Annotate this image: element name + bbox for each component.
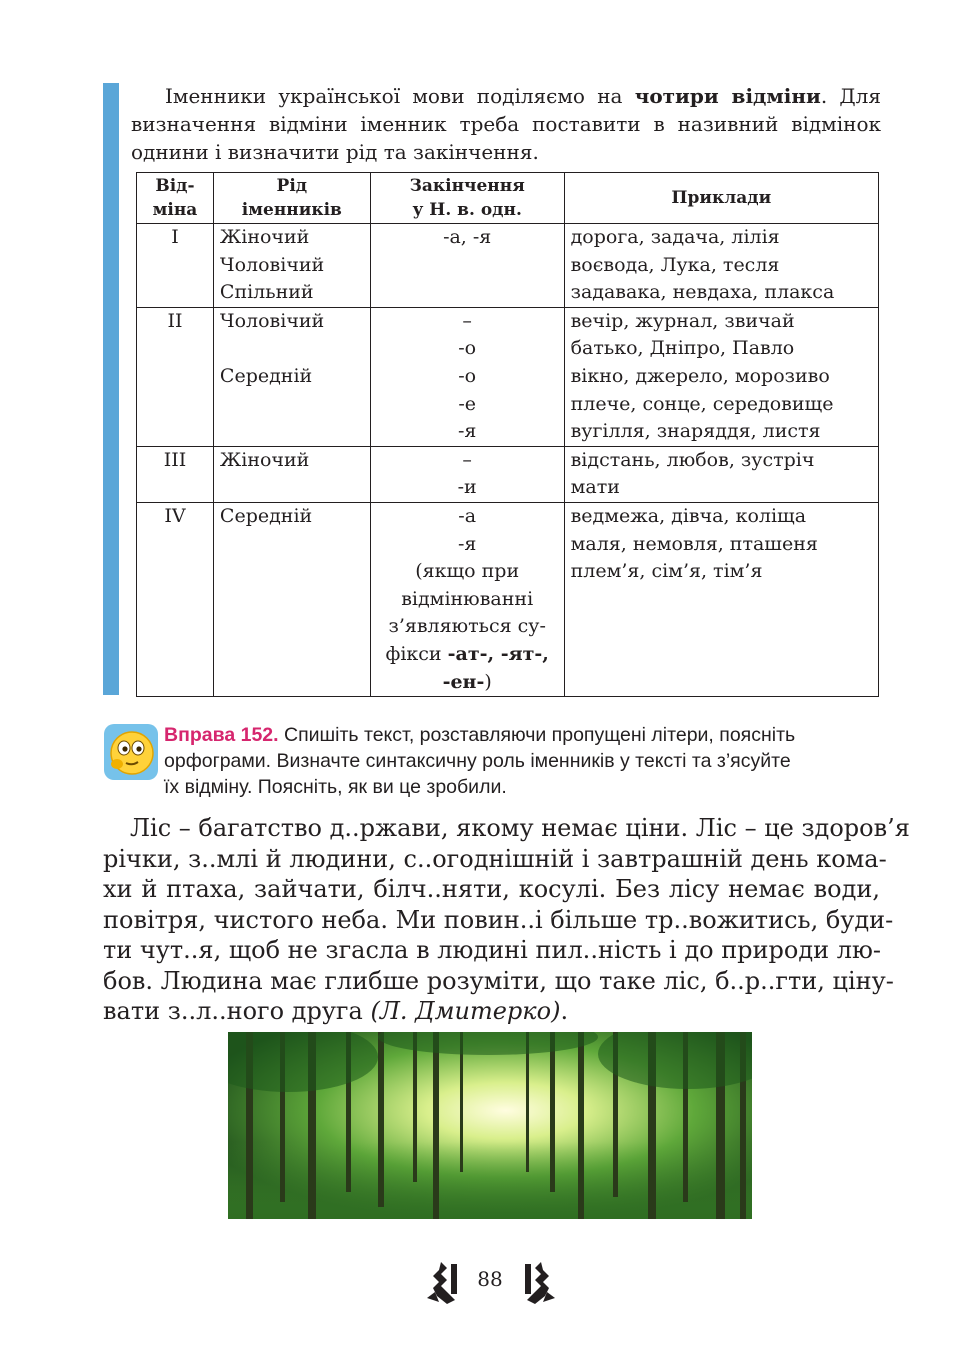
endings-cell: – -и — [370, 446, 564, 502]
passage-line: ти чут..я, щоб не згасла в людині пил..ність і до природи лю- — [103, 936, 882, 964]
passage-line: бов. Людина має глибше розуміти, що таке ліс, б..р..гти, ціну- — [103, 966, 894, 995]
declension-cell: IV — [137, 502, 214, 696]
gender-cell: Жіночий — [213, 446, 370, 502]
endings-cell: -а, -я — [370, 224, 564, 308]
endings-cell: -а -я (якщо при відмінюванні з’являються су- фікси -ат-, -ят-, -ен-) — [370, 502, 564, 696]
exercise-title: Вправа 152. — [164, 724, 279, 746]
endings-cell: – -о -о -е -я — [370, 307, 564, 446]
sidebar-accent-bar — [103, 83, 119, 695]
gender-cell: Чоловічий Середній — [213, 307, 370, 446]
examples-cell: відстань, любов, зустріч мати — [564, 446, 878, 502]
declension-cell: II — [137, 307, 214, 446]
table-row — [137, 502, 879, 696]
passage-line: річки, з..млі й людини, с..огоднішній і завтрашній день кома- — [103, 844, 887, 873]
header-declension: Від- міна — [137, 173, 214, 224]
declension-cell: III — [137, 446, 214, 502]
exercise-passage — [103, 813, 910, 1027]
examples-cell: ведмежа, дівча, коліща маля, немовля, пташеня плем’я, сім’я, тім’я — [564, 502, 878, 696]
exercise-block — [164, 722, 884, 800]
intro-text-before: Іменники української мови поділяємо на — [165, 84, 635, 108]
declension-cell: I — [137, 224, 214, 308]
intro-paragraph — [131, 82, 881, 166]
table-row — [137, 224, 879, 308]
forest-photo — [228, 1032, 752, 1219]
header-examples: Приклади — [564, 173, 878, 224]
table-header-row — [137, 173, 879, 224]
examples-cell: вечір, журнал, звичай батько, Дніпро, Павло вікно, джерело, морозиво плече, сонце, середовище вугілля, знаряддя, листя — [564, 307, 878, 446]
gender-cell: Середній — [213, 502, 370, 696]
passage-line: повітря, чистого неба. Ми повин..і більше тр..вожитись, буди- — [103, 905, 894, 934]
exercise-line: їх відміну. Поясніть, як ви це зробили. — [164, 776, 507, 798]
thinking-emoji-icon — [104, 724, 158, 780]
exercise-line: орфограми. Визначте синтаксичну роль іменників у тексті та з’ясуйте — [164, 750, 791, 772]
intro-bold: чотири відміни — [634, 84, 821, 108]
header-gender: Рід іменників — [213, 173, 370, 224]
passage-line: вати з..л..ного друга (Л. Дмитерко). — [103, 997, 569, 1025]
header-endings: Закінчення у Н. в. одн. — [370, 173, 564, 224]
passage-line: Ліс – багатство д..ржави, якому немає ціни. Ліс – це здоров’я — [130, 814, 910, 842]
table-row — [137, 446, 879, 502]
table-row — [137, 307, 879, 446]
passage-line: хи й птаха, зайчати, білч..няти, косулі. Без лісу немає води, — [103, 875, 880, 903]
declension-table — [136, 172, 879, 697]
passage-author: (Л. Дмитерко) — [370, 997, 561, 1025]
examples-cell: дорога, задача, лілія воєвода, Лука, тесля задавака, невдаха, плакса — [564, 224, 878, 308]
exercise-line: Спишіть текст, розставляючи пропущені літери, поясніть — [278, 724, 796, 746]
intro-text-after: . Для визначення відміни іменник треба поставити в називний відмінок однини і визначити рід та закінчення. — [131, 84, 882, 164]
ornament-icon — [525, 1262, 555, 1304]
gender-cell: Жіночий Чоловічий Спільний — [213, 224, 370, 308]
ornament-icon — [427, 1262, 457, 1304]
page-number: 88 — [477, 1267, 503, 1291]
